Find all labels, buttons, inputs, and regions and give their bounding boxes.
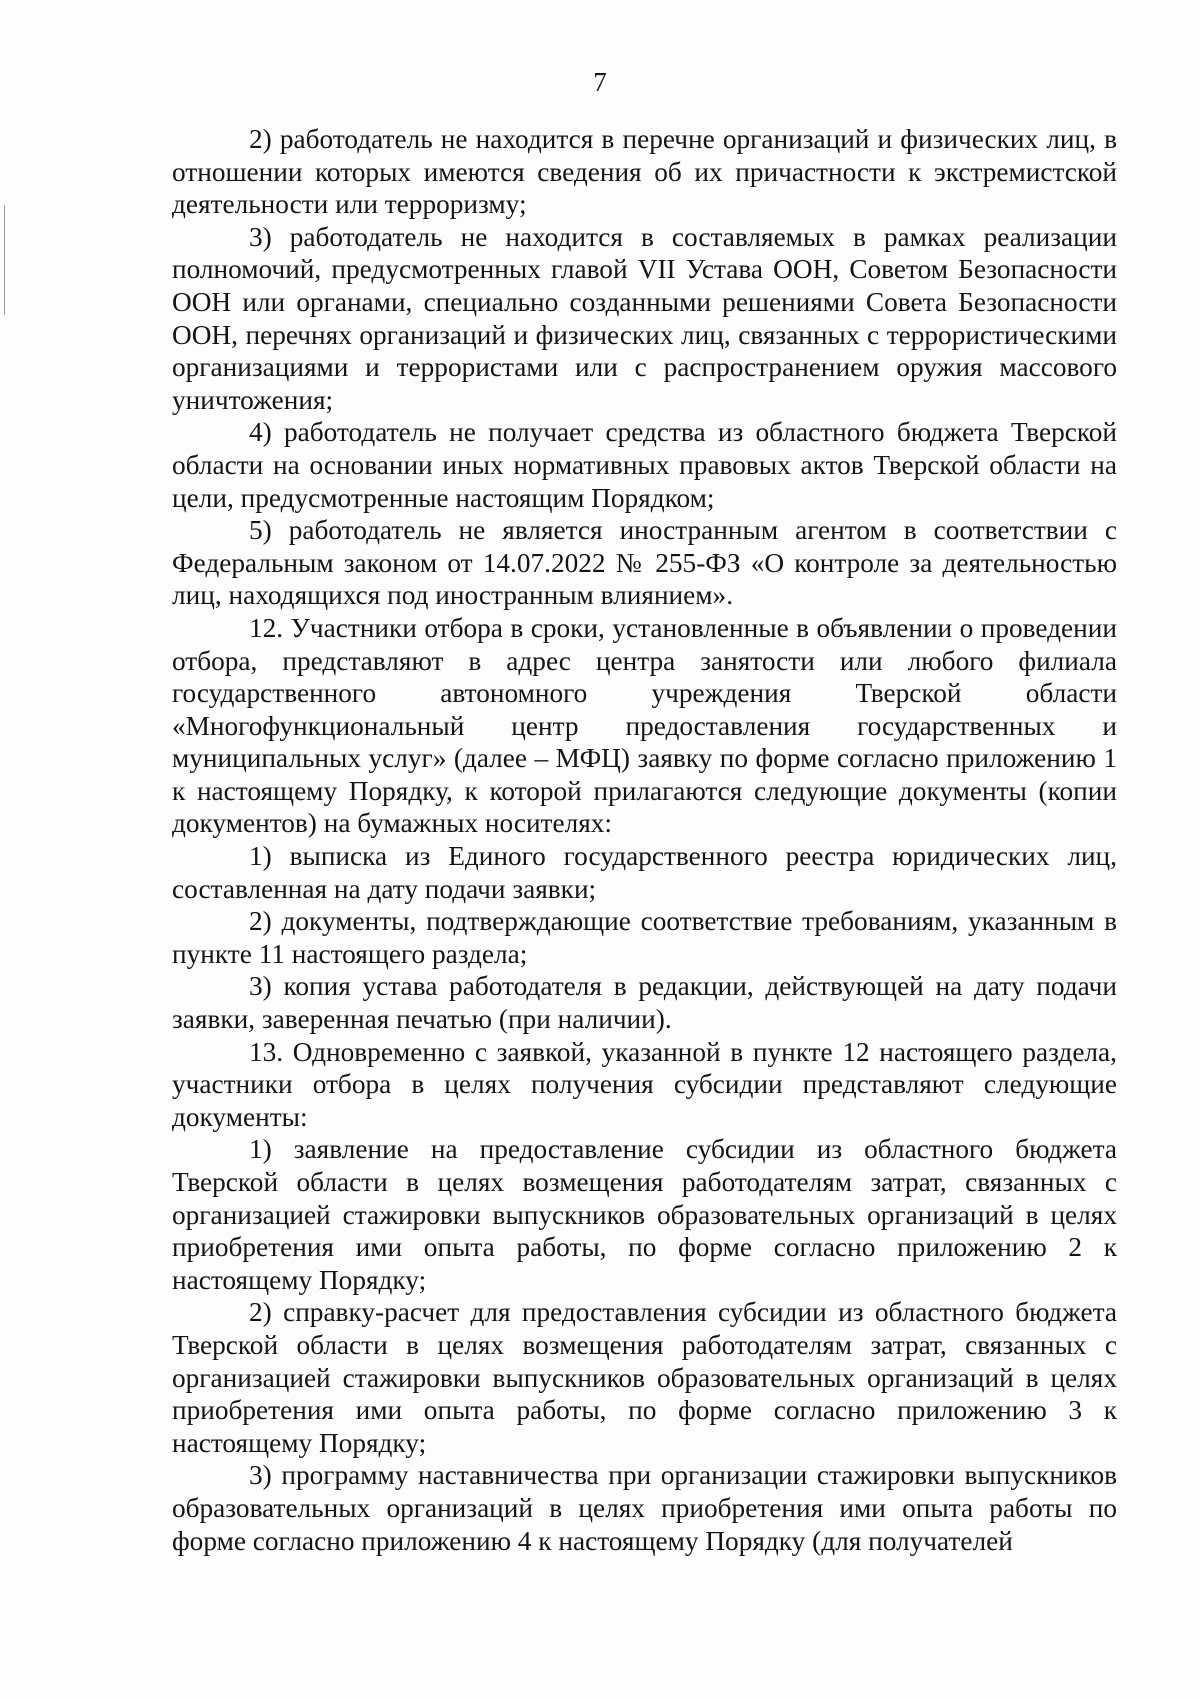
- paragraph-clause-11-2: 2) работодатель не находится в перечне организаций и физических лиц, в отношении которых имеются сведения об их причастности к экстремистской деятельности или терроризму;: [172, 124, 1117, 220]
- document-body: [172, 123, 1117, 1557]
- paragraph-clause-11-4: 4) работодатель не получает средства из областного бюджета Тверской области на основании иных нормативных правовых актов Тверской области на цели, предусмотренные настоящим Порядком;: [172, 417, 1117, 513]
- paragraph-clause-12-2: 2) документы, подтверждающие соответствие требованиям, указанным в пункте 11 настоящего раздела;: [172, 906, 1117, 969]
- paragraph-clause-13-2: 2) справку-расчет для предоставления субсидии из областного бюджета Тверской области в целях возмещения работодателям затрат, связанных с организацией стажировки выпускников образовательных организаций в целях приобретения ими опыта работы, по форме согласно приложению 3 к настоящему Порядку;: [172, 1297, 1117, 1458]
- paragraph-clause-12-3: 3) копия устава работодателя в редакции, действующей на дату подачи заявки, заверенная печатью (при наличии).: [172, 971, 1117, 1035]
- paragraph-clause-11-3: 3) работодатель не находится в составляемых в рамках реализации полномочий, предусмотренных главой VII Устава ООН, Советом Безопасности ООН или органами, специально созданными решениями Совета Безопасности ООН, перечнях организаций и физических лиц, связанных с террористическими организациями и террористами или с распространением оружия массового уничтожения;: [172, 221, 1117, 415]
- paragraph-clause-13-1: 1) заявление на предоставление субсидии из областного бюджета Тверской области в целях возмещения работодателям затрат, связанных с организацией стажировки выпускников образовательных организаций в целях приобретения ими опыта работы, по форме согласно приложению 2 к настоящему Порядку;: [172, 1134, 1117, 1295]
- scan-margin-line: [4, 205, 5, 315]
- page-number: 7: [593, 67, 607, 97]
- paragraph-clause-12: 12. Участники отбора в сроки, установленные в объявлении о проведении отбора, представляют в адрес центра занятости или любого филиала государственного автономного учреждения Тверской области «Многофункциональный центр предоставления государственных и муниципальных услуг» (далее – МФЦ) заявку по форме согласно приложению 1 к настоящему Порядку, к которой прилагаются следующие документы (копии документов) на бумажных носителях:: [172, 612, 1117, 839]
- paragraph-clause-13-3: 3) программу наставничества при организации стажировки выпускников образовательных организаций в целях приобретения ими опыта работы по форме согласно приложению 4 к настоящему Порядку (для получателей: [172, 1460, 1117, 1556]
- paragraph-clause-11-5: 5) работодатель не является иностранным агентом в соответствии с Федеральным законом от 14.07.2022 № 255-ФЗ «О контроле за деятельностью лиц, находящихся под иностранным влиянием».: [172, 515, 1117, 611]
- paragraph-clause-13: 13. Одновременно с заявкой, указанной в пункте 12 настоящего раздела, участники отбора в целях получения субсидии представляют следующие документы:: [172, 1036, 1117, 1132]
- paragraph-clause-12-1: 1) выписка из Единого государственного реестра юридических лиц, составленная на дату подачи заявки;: [172, 841, 1117, 904]
